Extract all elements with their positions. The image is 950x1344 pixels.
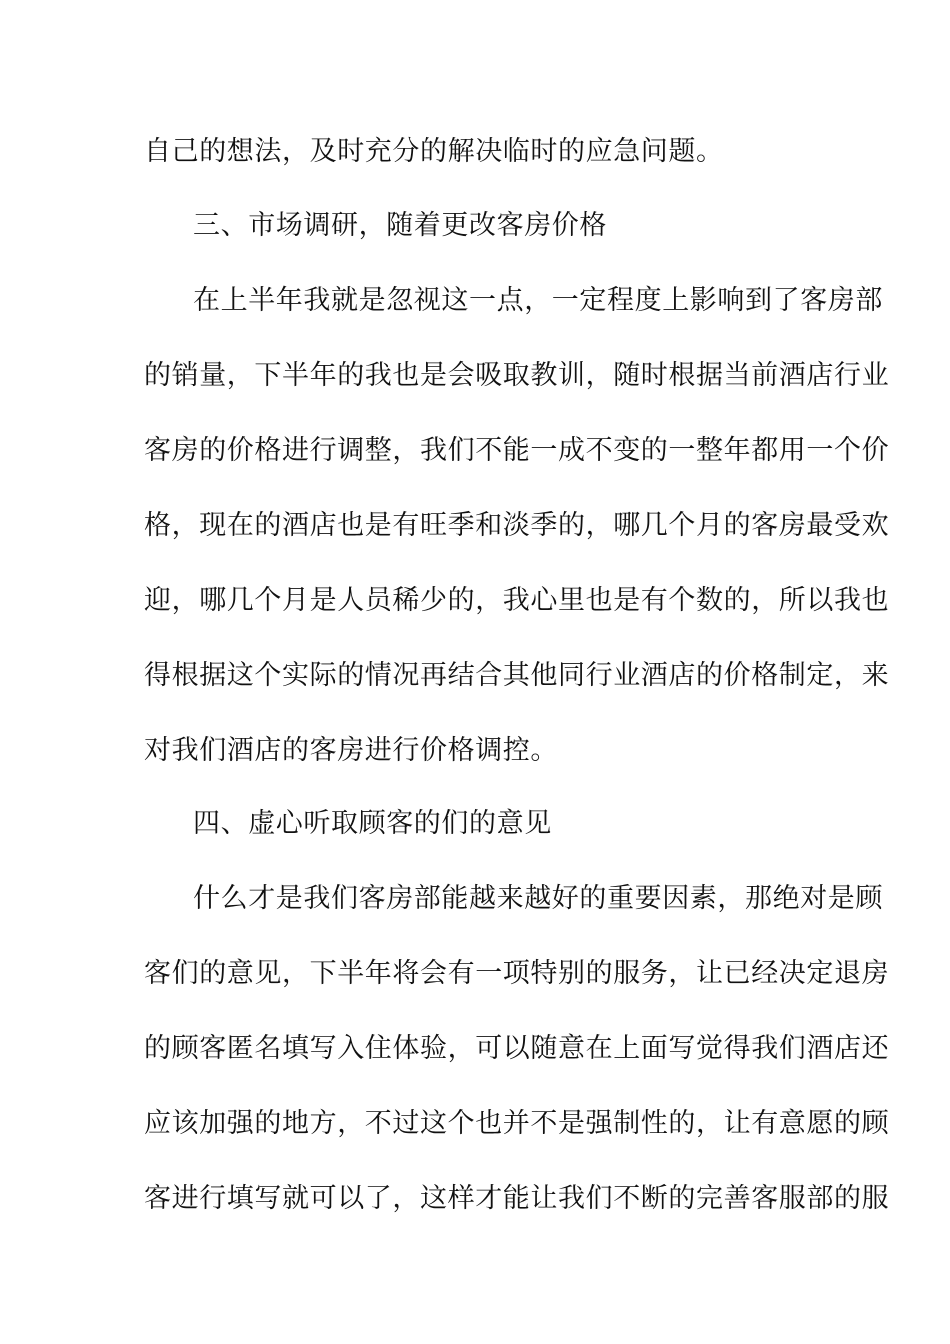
paragraph-line: 应该加强的地方，不过这个也并不是强制性的，让有意愿的顾	[144, 1108, 890, 1139]
paragraph-line: 对我们酒店的客房进行价格调控。	[144, 735, 558, 766]
paragraph-line: 的销量，下半年的我也是会吸取教训，随时根据当前酒店行业	[144, 360, 890, 391]
paragraph-line: 客房的价格进行调整，我们不能一成不变的一整年都用一个价	[144, 435, 890, 466]
paragraph-line: 客进行填写就可以了，这样才能让我们不断的完善客服部的服	[144, 1183, 890, 1214]
paragraph-line: 在上半年我就是忽视这一点，一定程度上影响到了客房部	[193, 285, 883, 316]
paragraph-line: 自己的想法，及时充分的解决临时的应急问题。	[144, 136, 724, 167]
paragraph-line: 的顾客匿名填写入住体验，可以随意在上面写觉得我们酒店还	[144, 1033, 890, 1064]
paragraph-line: 迎，哪几个月是人员稀少的，我心里也是有个数的，所以我也	[144, 585, 890, 616]
paragraph-line: 客们的意见，下半年将会有一项特别的服务，让已经决定退房	[144, 958, 890, 989]
paragraph-line: 得根据这个实际的情况再结合其他同行业酒店的价格制定，来	[144, 660, 890, 691]
section-heading-3: 三、市场调研，随着更改客房价格	[193, 210, 607, 241]
paragraph-line: 什么才是我们客房部能越来越好的重要因素，那绝对是顾	[193, 883, 883, 914]
paragraph-line: 格，现在的酒店也是有旺季和淡季的，哪几个月的客房最受欢	[144, 510, 890, 541]
section-heading-4: 四、虚心听取顾客的们的意见	[193, 808, 552, 839]
